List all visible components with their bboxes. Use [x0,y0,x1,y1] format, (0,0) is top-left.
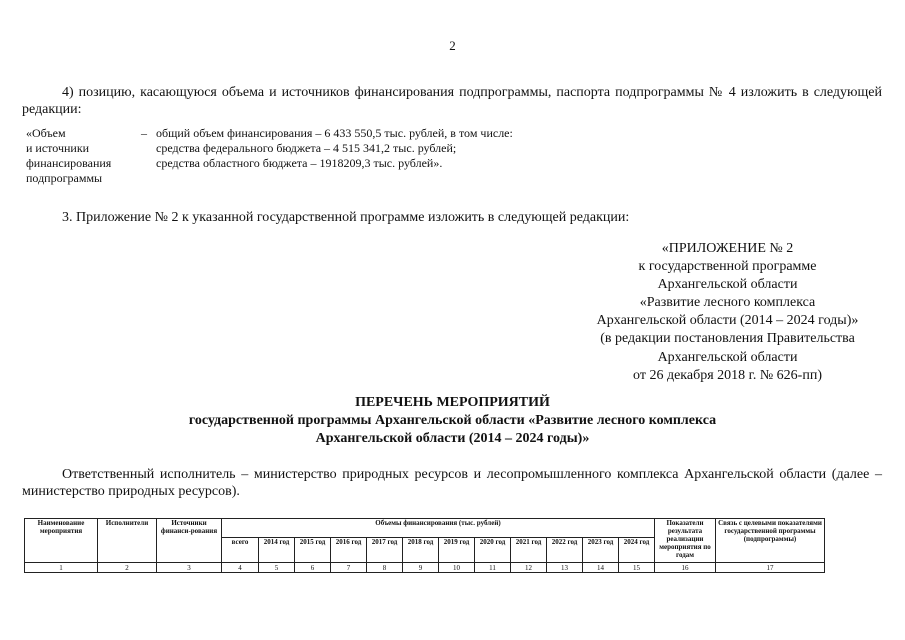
financing-regional: средства областного бюджета – 1918209,3 тыс. рублей». [156,156,443,170]
table-cell-number: 1 [25,563,98,573]
financing-federal: средства федерального бюджета – 4 515 341,2 тыс. рублей; [156,141,457,155]
table-cell-number: 6 [295,563,331,573]
table-row-numbers [25,563,825,573]
financing-dash: – [141,126,147,140]
activities-table [24,518,825,573]
paragraph-item-4: 4) позицию, касающуюся объема и источников финансирования подпрограммы, паспорта подпрограммы № 4 изложить в следующей редакции: [22,85,882,117]
table-cell-number: 3 [157,563,222,573]
table-header-indicators: Показатели результата реализации мероприятия по годам [655,519,716,563]
table-cell-number: 5 [259,563,295,573]
table-cell-number: 14 [583,563,619,573]
table-header-year: 2014 год [259,538,295,563]
table-header-name: Наименование мероприятия [25,519,98,563]
annex-header: «ПРИЛОЖЕНИЕ № 2 к государственной программе Архангельской области «Развитие лесного комплекса Архангельской области (2014 – 2024 годы)» (в редакции постановления Правительства Архангельской области от 26 декабря 2018 г. № 626-пп) [596,241,859,383]
responsible-executor: Ответственный исполнитель – министерство природных ресурсов и лесопромышленного комплекса Архангельской области (далее – министерство природных ресурсов). [22,467,882,499]
table-cell-number: 8 [367,563,403,573]
table-header-year: 2022 год [547,538,583,563]
table-header-year: 2019 год [439,538,475,563]
table-header-year: 2021 год [511,538,547,563]
list-title: ПЕРЕЧЕНЬ МЕРОПРИЯТИЙ [355,395,550,410]
table-cell-number: 7 [331,563,367,573]
table-cell-number: 2 [98,563,157,573]
financing-values [156,126,656,171]
table-header-year: 2015 год [295,538,331,563]
table-header-year: 2020 год [475,538,511,563]
table-header-year: 2016 год [331,538,367,563]
financing-label: «Объем и источники финансирования подпрограммы [26,126,112,185]
financing-total: общий объем финансирования – 6 433 550,5 тыс. рублей, в том числе: [156,126,513,140]
table-cell-number: 12 [511,563,547,573]
table-header-total: всего [222,538,259,563]
list-subtitle: государственной программы Архангельской области «Развитие лесного комплекса [188,413,717,428]
paragraph-item-3: 3. Приложение № 2 к указанной государственной программе изложить в следующей редакции: [62,210,630,225]
table-header-year: 2017 год [367,538,403,563]
table-cell-number: 13 [547,563,583,573]
table-header-year: 2018 год [403,538,439,563]
table-cell-number: 17 [716,563,825,573]
table-cell-number: 15 [619,563,655,573]
table-header-sources: Источники финанси-рования [157,519,222,563]
table-header-volumes: Объемы финансирования (тыс. рублей) [222,519,655,538]
table-header-year: 2024 год [619,538,655,563]
table-cell-number: 9 [403,563,439,573]
list-subtitle-2: Архангельской области (2014 – 2024 годы)» [315,431,590,446]
table-cell-number: 10 [439,563,475,573]
table-cell-number: 11 [475,563,511,573]
table-cell-number: 4 [222,563,259,573]
table-cell-number: 16 [655,563,716,573]
table-header-year: 2023 год [583,538,619,563]
table-header-link: Связь с целевыми показателями государственной программы (подпрограммы) [716,519,825,563]
table-header-executors: Исполнители [98,519,157,563]
page-number: 2 [449,38,456,53]
